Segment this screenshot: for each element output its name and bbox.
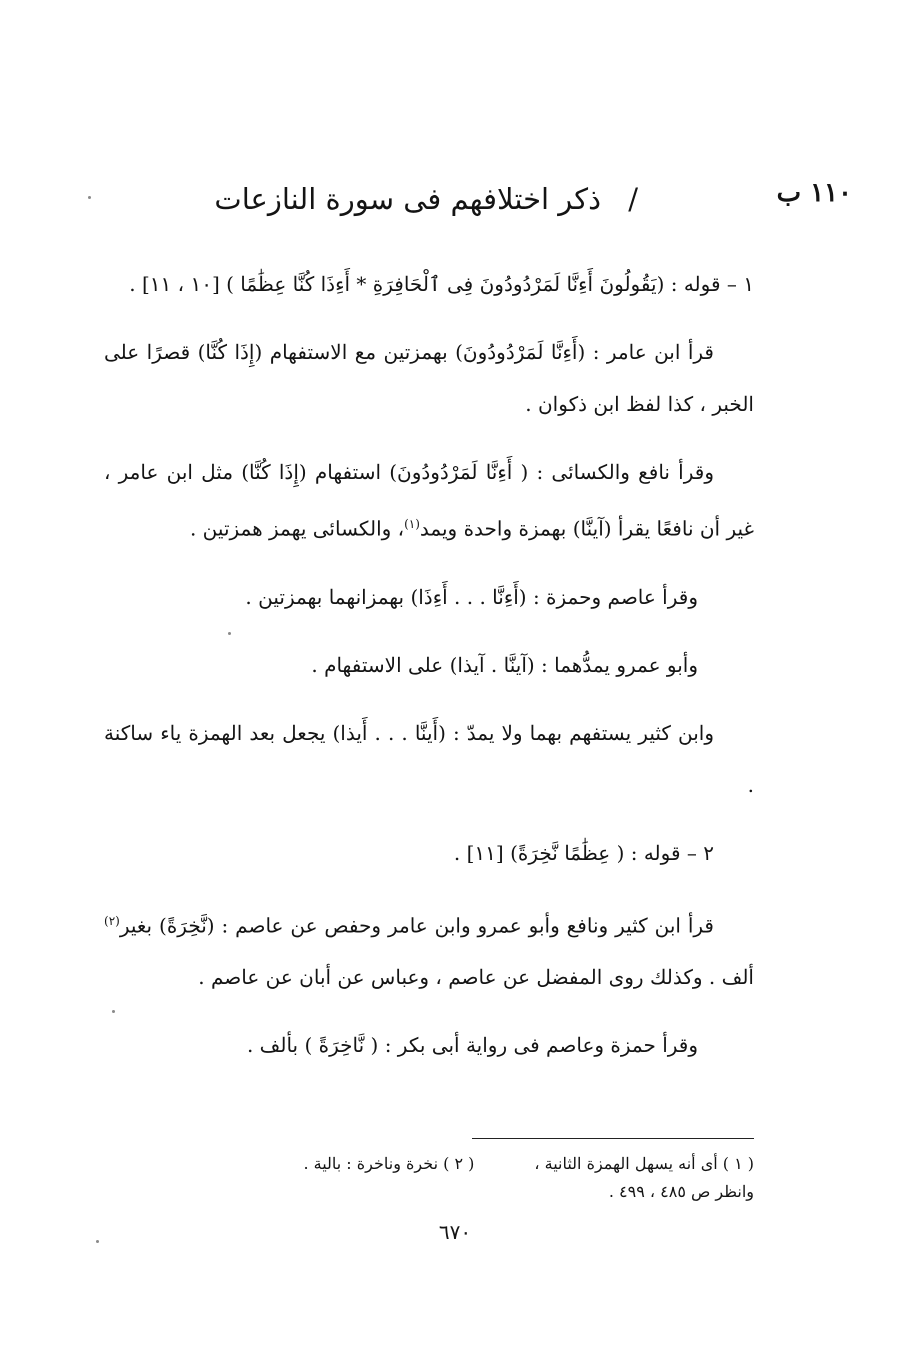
paragraph-hamza-asim: وقرأ حمزة وعاصم فى رواية أبى بكر : ( نَّاخِرَةً ) بألف .: [246, 1033, 698, 1058]
page-number: ٦٧٠: [438, 1220, 472, 1244]
footnote-1-continuation: وانظر ص ٤٨٥ ، ٤٩٩ .: [608, 1182, 754, 1201]
paragraph-nakhira-text: قرأ ابن كثير ونافع وأبو عمرو وابن عامر وحفص عن عاصم : (نَّخِرَةً) بغير: [119, 913, 714, 938]
main-text: [104, 258, 754, 1087]
footnote-1: ( ١ ) أى أنه يسهل الهمزة الثانية ،: [534, 1154, 754, 1173]
paragraph-nafi-kisai: [104, 446, 754, 555]
paragraph-abu-amr: وأبو عمرو يمدُّهما : (آينَّا . آيذا) على الاستفهام .: [311, 652, 698, 677]
footnote-separator: [472, 1138, 754, 1139]
paragraph-nakhira: [104, 895, 754, 1004]
scan-speck: [96, 1240, 99, 1243]
paragraph-verse-2: ٢ – قوله : ( عِظَٰمًا نَّخِرَةً) [١١] .: [453, 840, 714, 865]
section-title-text: ذكر اختلافهم فى سورة النازعات: [214, 182, 601, 216]
scan-speck: [112, 1010, 115, 1013]
paragraph-verse-1: ١ – قوله : (يَقُولُونَ أَءِنَّا لَمَرْدُودُونَ فِى ٱلْحَافِرَةِ * أَءِذَا كُنَّا عِظَٰمًا ) [١٠ ، ١١] .: [129, 272, 754, 296]
footnote-ref-1: (١): [404, 517, 420, 531]
scan-speck: [228, 632, 231, 635]
margin-folio-reference: ١١٠ ب: [776, 178, 852, 208]
section-title: [214, 182, 638, 216]
paragraph-ibn-amir: قرأ ابن عامر : (أَءِنَّا لَمَرْدُودُونَ) بهمزتين مع الاستفهام (إِذَا كُنَّا) قصرًا على الخبر ، كذا لفظ ابن ذكوان .: [104, 340, 754, 416]
footnote-row: [104, 1150, 754, 1178]
scan-speck: [88, 196, 91, 199]
paragraph-ibn-kathir: وابن كثير يستفهم بهما ولا يمدّ : (أَينَّا . . . أَيذا) يجعل بعد الهمزة ياء ساكنة .: [104, 720, 754, 797]
footnote-2: ( ٢ ) نخرة وناخرة : بالية .: [303, 1154, 475, 1173]
paragraph-nafi-kisai-tail: ، والكسائى يهمز همزتين .: [189, 516, 405, 541]
paragraph-nakhira-tail: ألف . وكذلك روى المفضل عن عاصم ، وعباس عن أبان عن عاصم .: [198, 965, 754, 990]
paragraph-asim-hamza: وقرأ عاصم وحمزة : (أَءِنَّا . . . أَءِذَا) بهمزانهما بهمزتين .: [245, 584, 698, 609]
title-slash-mark: /: [628, 182, 638, 216]
footnote-ref-2: (٢): [104, 913, 120, 928]
paragraph-nafi-kisai-text: وقرأ نافع والكسائى : ( أَءِنَّا لَمَرْدُودُونَ) استفهام (إِذَا كُنَّا) مثل ابن عامر ، غير أن نافعًا يقرأ (آينَّا) بهمزة واحدة ويمد: [104, 460, 754, 541]
footnotes: [104, 1150, 754, 1206]
